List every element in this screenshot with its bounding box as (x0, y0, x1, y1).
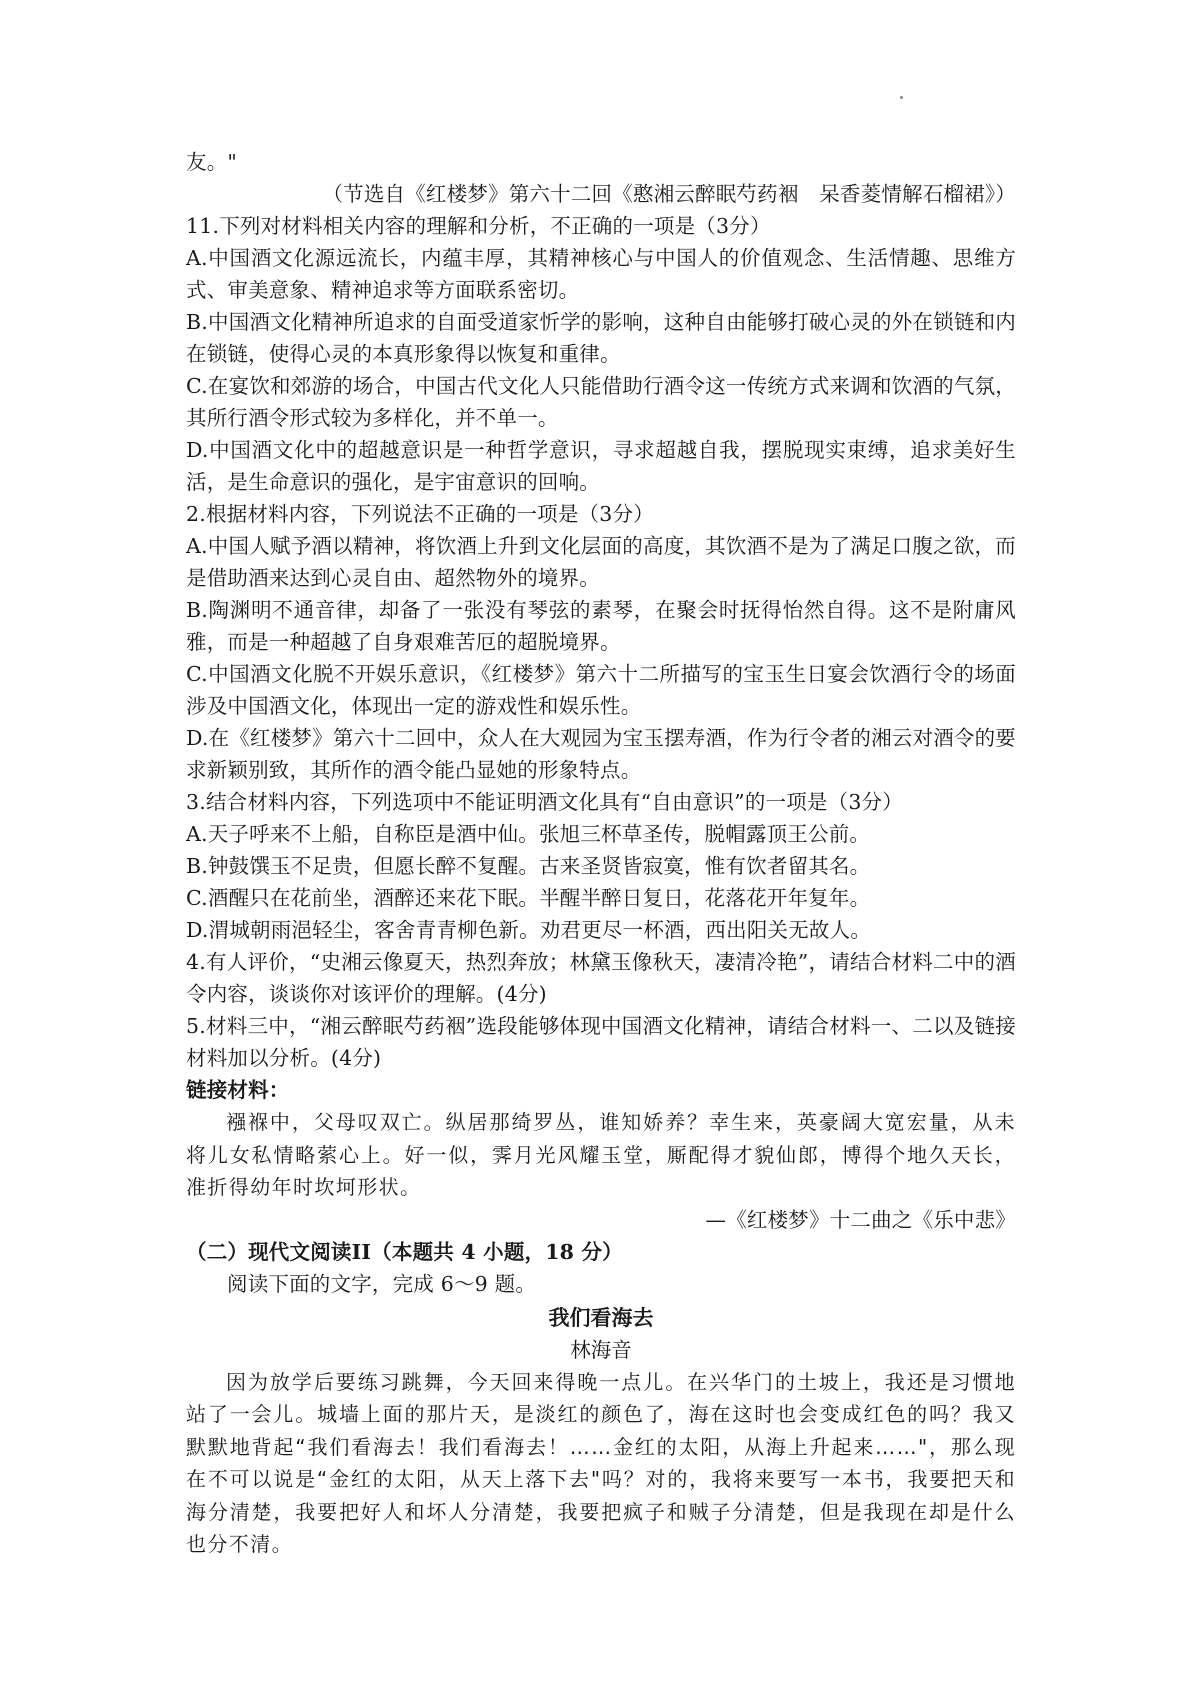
option-a: A.中国酒文化源远流长，内蕴丰厚，其精神核心与中国人的价值观念、生活情趣、思维方式、审美意象、精神追求等方面联系密切。 (186, 246, 1016, 302)
question-3 (186, 786, 1016, 946)
question-stem: 3.结合材料内容，下列选项中不能证明酒文化具有“自由意识”的一项是（3分） (186, 790, 903, 814)
link-source: —《红楼梦》十二曲之《乐中悲》 (705, 1207, 1016, 1232)
question-2 (186, 498, 1016, 786)
question-11 (186, 210, 1016, 498)
question-stem: 2.根据材料内容，下列说法不正确的一项是（3分） (186, 502, 654, 526)
question-4: 4.有人评价，“史湘云像夏天，热烈奔放；林黛玉像秋天，凄清冷艳”，请结合材料二中的酒令内容，谈谈你对该评价的理解。(4分) (186, 950, 1016, 1006)
page-content (186, 146, 1016, 1561)
option-c: C.酒醒只在花前坐，酒醉还来花下眠。半醒半醉日复日，花落花开年复年。 (186, 886, 871, 910)
question-stem: 11.下列对材料相关内容的理解和分析，不正确的一项是（3分） (186, 214, 771, 238)
section-instruction: 阅读下面的文字，完成 6～9 题。 (227, 1271, 537, 1296)
option-d: D.渭城朝雨浥轻尘，客舍青青柳色新。劝君更尽一杯酒，西出阳关无故人。 (186, 918, 872, 942)
section-heading: （二）现代文阅读II（本题共 4 小题，18 分） (186, 1239, 623, 1264)
scan-speck (900, 96, 903, 99)
option-d: D.在《红楼梦》第六十二回中，众人在大观园为宝玉摆寿酒，作为行令者的湘云对酒令的要求新颖别致，其所作的酒令能凸显她的形象特点。 (186, 726, 1016, 782)
article-title: 我们看海去 (548, 1304, 654, 1330)
option-c: C.中国酒文化脱不开娱乐意识，《红楼梦》第六十二所描写的宝玉生日宴会饮酒行令的场面涉及中国酒文化，体现出一定的游戏性和娱乐性。 (186, 662, 1016, 718)
option-a: A.中国人赋予酒以精神，将饮酒上升到文化层面的高度，其饮酒不是为了满足口腹之欲，而是借助酒来达到心灵自由、超然物外的境界。 (186, 534, 1016, 590)
option-d: D.中国酒文化中的超越意识是一种哲学意识，寻求超越自我，摆脱现实束缚，追求美好生活，是生命意识的强化，是宇宙意识的回响。 (186, 438, 1016, 494)
option-b: B.陶渊明不通音律，却备了一张没有琴弦的素琴，在聚会时抚得怡然自得。这不是附庸风雅，而是一种超越了自身艰难苦厄的超脱境界。 (186, 598, 1016, 654)
link-text: 襁褓中，父母叹双亡。纵居那绮罗丛，谁知娇养？幸生来，英豪阔大宽宏量，从未将儿女私情略萦心上。好一似，霁月光风耀玉堂，厮配得才貌仙郎，博得个地久天长，准折得幼年时坎坷形状。 (186, 1110, 1016, 1199)
intro-tail: 友。" (186, 150, 238, 174)
article-author: 林海音 (570, 1337, 632, 1362)
option-c: C.在宴饮和郊游的场合，中国古代文化人只能借助行酒令这一传统方式来调和饮酒的气氛，其所行酒令形式较为多样化，并不单一。 (186, 374, 1016, 430)
link-heading: 链接材料： (186, 1078, 290, 1102)
question-5: 5.材料三中，“湘云醉眠芍药裀”选段能够体现中国酒文化精神，请结合材料一、二以及链接材料加以分析。(4分) (186, 1014, 1016, 1070)
option-b: B.中国酒文化精神所追求的自面受道家忻学的影响，这种自由能够打破心灵的外在锁链和内在锁链，使得心灵的本真形象得以恢复和重律。 (186, 310, 1016, 366)
option-a: A.天子呼来不上船，自称臣是酒中仙。张旭三杯草圣传，脱帽露顶王公前。 (186, 822, 871, 846)
article-paragraph: 因为放学后要练习跳舞，今天回来得晚一点儿。在兴华门的土坡上，我还是习惯地站了一会儿。城墙上面的那片天，是淡红的颜色了，海在这时也会变成红色的吗？我又默默地背起“我们看海去！我们看海去！……金红的太阳，从海上升起来……"，那么现在不可以说是“金红的太阳，从天上落下去"吗？对的，我将来要写一本书，我要把天和海分清楚，我要把好人和坏人分清楚，我要把疯子和贼子分清楚，但是我现在却是什么也分不清。 (186, 1369, 1016, 1556)
source-note: （节选自《红楼梦》第六十二回《憨湘云醉眠芍药裀 呆香菱情解石榴裙》） (322, 182, 1016, 206)
option-b: B.钟鼓馔玉不足贵，但愿长醉不复醒。古来圣贤皆寂寞，惟有饮者留其名。 (186, 854, 871, 878)
